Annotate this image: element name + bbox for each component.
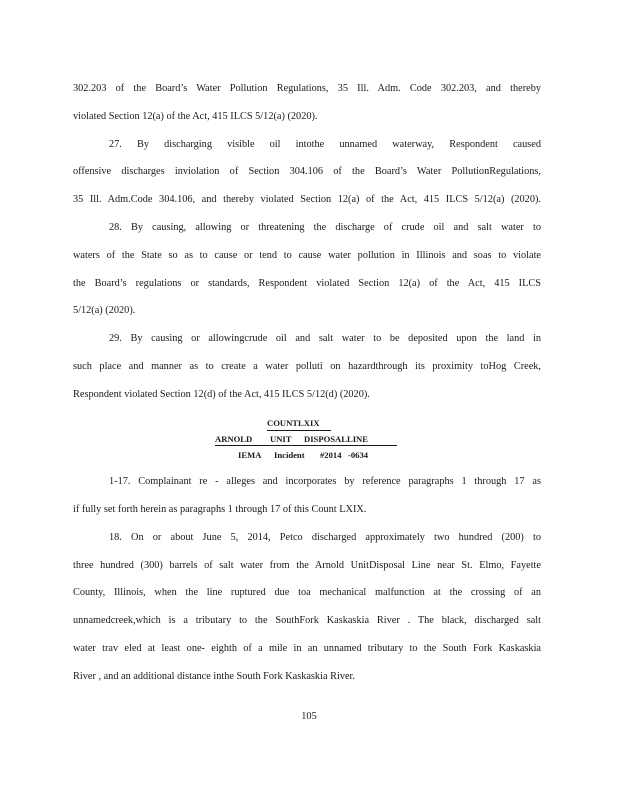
paragraph-28-line: the Board’s regulations or standards, Respondent violated Section 12(a) of the Act, 415 ILCS bbox=[73, 278, 541, 289]
paragraph-18-line: River , and an additional distance inthe South Fork Kaskaskia River. bbox=[73, 671, 355, 682]
paragraph-28-line: 28. By causing, allowing or threatening the discharge of crude oil and salt water to bbox=[109, 222, 541, 233]
paragraph-29-line: 29. By causing or allowingcrude oil and salt water to be deposited upon the land in bbox=[109, 333, 541, 344]
paragraph-28-line: waters of the State so as to cause or tend to cause water pollution in Illinois and soas to violate bbox=[73, 250, 541, 261]
paragraph-1-17-line: if fully set forth herein as paragraphs 1 through 17 of this Count LXIX. bbox=[73, 504, 367, 515]
paragraph-29-line: such place and manner as to create a water polluti on hazardthrough its proximity toHog Creek, bbox=[73, 361, 541, 372]
count-subtitle-arnold: ARNOLD bbox=[215, 434, 253, 444]
paragraph-18-line: County, Illinois, when the line ruptured due toa mechanical malfunction at the crossing of an bbox=[73, 587, 541, 598]
count-title-underline bbox=[267, 430, 331, 431]
paragraph-18-line: 18. On or about June 5, 2014, Petco discharged approximately two hundred (200) to bbox=[109, 532, 541, 543]
paragraph-18-line: unnamedcreek,which is a tributary to the SouthFork Kaskaskia River . The black, discharged salt bbox=[73, 615, 541, 626]
paragraph-27-line: offensive discharges inviolation of Section 304.106 of the Board’s Water PollutionRegulations, bbox=[73, 166, 541, 177]
paragraph-18-line: water trav eled at least one- eighth of a mile in an unnamed tributary to the South Fork Kaskaskia bbox=[73, 643, 541, 654]
paragraph-1-17-line: 1-17. Complainant re - alleges and incorporates by reference paragraphs 1 through 17 as bbox=[109, 476, 541, 487]
paragraph-18-line: three hundred (300) barrels of salt water from the Arnold UnitDisposal Line near St. Elmo, Fayette bbox=[73, 560, 541, 571]
page-number: 105 bbox=[301, 711, 317, 722]
incident-label-iema: IEMA bbox=[238, 450, 262, 460]
body-text-line: 302.203 of the Board’s Water Pollution Regulations, 35 Ill. Adm. Code 302.203, and thereby bbox=[73, 83, 541, 94]
body-text-line: violated Section 12(a) of the Act, 415 ILCS 5/12(a) (2020). bbox=[73, 111, 318, 122]
incident-number-year: #2014 bbox=[320, 450, 342, 460]
count-subtitle-disposal-line: DISPOSALLINE bbox=[304, 434, 368, 444]
incident-number-id: -0634 bbox=[348, 450, 369, 460]
incident-label: Incident bbox=[274, 450, 305, 460]
paragraph-28-line: 5/12(a) (2020). bbox=[73, 305, 136, 316]
paragraph-27-line: 35 Ill. Adm.Code 304.106, and thereby violated Section 12(a) of the Act, 415 ILCS 5/12(a) (2020). bbox=[73, 194, 541, 205]
paragraph-27-line: 27. By discharging visible oil intothe unnamed waterway, Respondent caused bbox=[109, 139, 541, 150]
paragraph-29-line: Respondent violated Section 12(d) of the Act, 415 ILCS 5/12(d) (2020). bbox=[73, 389, 370, 400]
count-title: COUNTLXIX bbox=[267, 418, 320, 428]
count-subtitle-unit: UNIT bbox=[270, 434, 292, 444]
count-subtitle-underline bbox=[215, 445, 397, 446]
